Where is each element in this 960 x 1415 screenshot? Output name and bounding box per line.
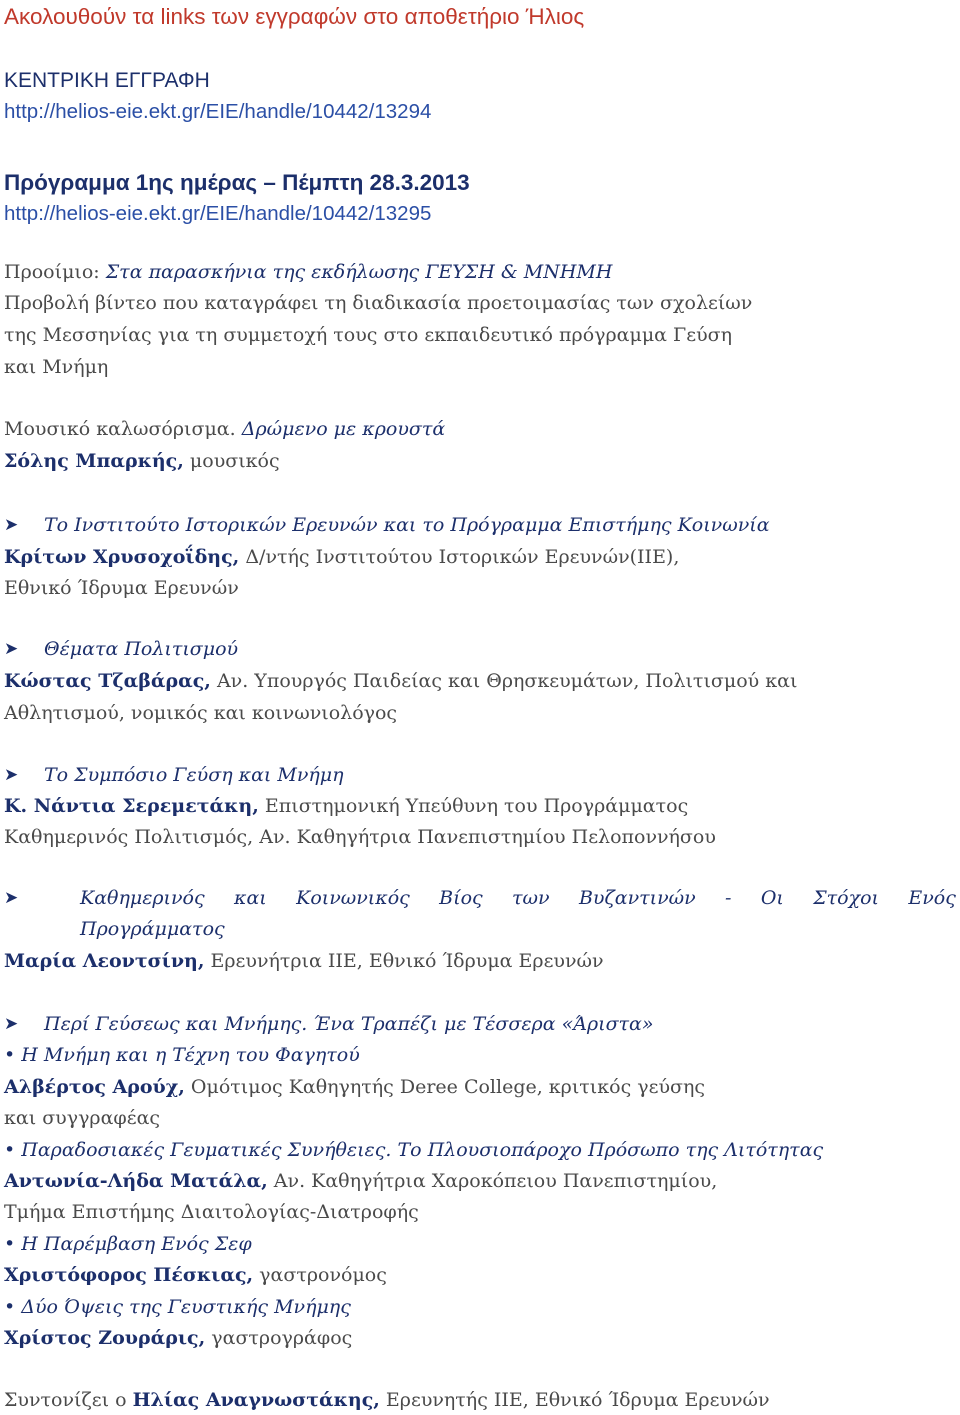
coordinator-role: Ερευνητής ΙΙΕ, Εθνικό Ίδρυμα Ερευνών <box>379 1389 770 1411</box>
session-title: Το Ινστιτούτο Ιστορικών Ερευνών και το Πρόγραμμα Επιστήμης Κοινωνία <box>44 514 770 536</box>
bullet-dot-icon: • <box>4 1296 16 1318</box>
talk-title: Η Μνήμη και η Τέχνη του Φαγητού <box>21 1044 360 1066</box>
session-title-word: Καθημερινός <box>80 887 205 909</box>
day-program-label: Πρόγραμμα 1ης ημέρας – Πέμπτη 28.3.2013 <box>4 170 470 195</box>
speaker-role: Ομότιμος Καθηγητής Deree College, κριτικός γεύσης <box>184 1076 705 1098</box>
speaker-name: Αντωνία-Λήδα Ματάλα, <box>4 1170 268 1192</box>
speaker-role-continued: Καθημερινός Πολιτισμός, Αν. Καθηγήτρια Πανεπιστημίου Πελοποννήσου <box>4 826 716 848</box>
speaker-role-continued: Αθλητισμού, νομικός και κοινωνιολόγος <box>4 702 398 724</box>
speaker-role-continued: Τμήμα Επιστήμης Διαιτολογίας-Διατροφής <box>4 1201 419 1223</box>
welcome-prefix: Μουσικό καλωσόρισμα. <box>4 418 242 440</box>
page-title: Ακολουθούν τα links των εγγραφών στο αποθετήριο Ήλιος <box>4 4 585 29</box>
talk-title: Παραδοσιακές Γευματικές Συνήθειες. Το Πλουσιοπάροχο Πρόσωπο της Λιτότητας <box>21 1139 824 1161</box>
talk-title-row <box>4 1229 252 1259</box>
prologue-line: της Μεσσηνίας για τη συμμετοχή τους στο εκπαιδευτικό πρόγραμμα Γεύση <box>4 324 732 346</box>
coordinator-prefix: Συντονίζει ο <box>4 1389 133 1411</box>
arrow-bullet-icon: ➤ <box>4 1014 19 1034</box>
session-title-row <box>4 760 344 790</box>
speaker-name: Αλβέρτος Αρούχ, <box>4 1076 185 1098</box>
speaker-name: Χριστόφορος Πέσκιας, <box>4 1264 254 1286</box>
speaker-name: Σόλης Μπαρκής, <box>4 450 184 472</box>
bullet-dot-icon: • <box>4 1233 16 1255</box>
session-title-word: Κοινωνικός <box>296 887 410 909</box>
prologue-line: Προβολή βίντεο που καταγράφει τη διαδικασία προετοιμασίας των σχολείων <box>4 292 753 314</box>
session-title-row <box>4 634 238 664</box>
speaker-role-continued: Εθνικό Ίδρυμα Ερευνών <box>4 577 239 599</box>
session-speaker-line <box>4 542 679 572</box>
prologue-title: Στα παρασκήνια της εκδήλωσης ΓΕΥΣΗ & ΜΝΗΜΗ <box>105 261 613 283</box>
welcome-speaker-line <box>4 446 280 476</box>
speaker-role: Επιστημονική Υπεύθυνη του Προγράμματος <box>258 795 689 817</box>
day-program-link[interactable]: http://helios-eie.ekt.gr/EIE/handle/10442/13295 <box>4 202 432 225</box>
speaker-role: μουσικός <box>183 450 280 472</box>
prologue-prefix: Προοίμιο: <box>4 261 106 283</box>
bullet-dot-icon: • <box>4 1139 16 1161</box>
speaker-role-continued: και συγγραφέας <box>4 1107 161 1129</box>
session-title: Περί Γεύσεως και Μνήμης. Ένα Τραπέζι με Τέσσερα «Άριστα» <box>44 1013 654 1035</box>
speaker-role: Αν. Υπουργός Παιδείας και Θρησκευμάτων, Πολιτισμού και <box>210 670 798 692</box>
arrow-bullet-icon: ➤ <box>4 765 19 785</box>
main-record-link[interactable]: http://helios-eie.ekt.gr/EIE/handle/10442/13294 <box>4 100 432 123</box>
talk-speaker-line <box>4 1323 352 1353</box>
session-title-row <box>4 1009 654 1039</box>
speaker-role: γαστρογράφος <box>205 1327 353 1349</box>
session-speaker-line <box>4 666 797 696</box>
talk-title-row <box>4 1292 351 1322</box>
talk-title: Η Παρέμβαση Ενός Σεφ <box>21 1233 252 1255</box>
speaker-name: Μαρία Λεοντσίνη, <box>4 950 205 972</box>
speaker-name: Κώστας Τζαβάρας, <box>4 670 211 692</box>
session-title-continued: Προγράμματος <box>80 918 225 940</box>
session-title-word: Οι <box>760 887 784 909</box>
arrow-bullet-icon: ➤ <box>4 888 19 908</box>
talk-title-row <box>4 1135 823 1165</box>
speaker-role: Ερευνήτρια ΙΙΕ, Εθνικό Ίδρυμα Ερευνών <box>204 950 604 972</box>
welcome-title: Δρώμενο με κρουστά <box>241 418 446 440</box>
coordinator-name: Ηλίας Αναγνωστάκης, <box>132 1389 380 1411</box>
welcome-heading <box>4 414 445 444</box>
session-title-row <box>4 510 770 540</box>
session-title-word: Ενός <box>908 887 956 909</box>
prologue-heading <box>4 257 612 287</box>
session-title: Το Συμπόσιο Γεύση και Μνήμη <box>44 764 344 786</box>
arrow-bullet-icon: ➤ <box>4 515 19 535</box>
speaker-role: γαστρονόμος <box>253 1264 387 1286</box>
speaker-name: Χρίστος Ζουράρις, <box>4 1327 206 1349</box>
talk-speaker-line <box>4 1166 717 1196</box>
session-title: Θέματα Πολιτισμού <box>44 638 239 660</box>
speaker-role: Αν. Καθηγήτρια Χαροκόπειου Πανεπιστημίου, <box>267 1170 718 1192</box>
talk-title: Δύο Όψεις της Γευστικής Μνήμης <box>21 1296 351 1318</box>
prologue-line: και Μνήμη <box>4 356 109 378</box>
session-speaker-line <box>4 791 688 821</box>
talk-speaker-line <box>4 1260 387 1290</box>
arrow-bullet-icon: ➤ <box>4 639 19 659</box>
speaker-name: Κρίτων Χρυσοχοΐδης, <box>4 546 240 568</box>
session-title-word: και <box>234 887 267 909</box>
session-title-word: Στόχοι <box>813 887 880 909</box>
session-title-justified <box>80 883 956 913</box>
session-title-word: Βυζαντινών <box>578 887 696 909</box>
bullet-dot-icon: • <box>4 1044 16 1066</box>
speaker-role: Δ/ντής Ινστιτούτου Ιστορικών Ερευνών(ΙΙΕ), <box>239 546 680 568</box>
session-title-word: των <box>512 887 550 909</box>
session-title-word: Βίος <box>439 887 483 909</box>
talk-speaker-line <box>4 1072 705 1102</box>
coordinator-line <box>4 1385 770 1415</box>
session-speaker-line <box>4 946 604 976</box>
speaker-name: Κ. Νάντια Σερεμετάκη, <box>4 795 259 817</box>
talk-title-row <box>4 1040 360 1070</box>
session-title-word: - <box>725 887 732 909</box>
main-record-label: ΚΕΝΤΡΙΚΗ ΕΓΓΡΑΦΗ <box>4 69 210 92</box>
